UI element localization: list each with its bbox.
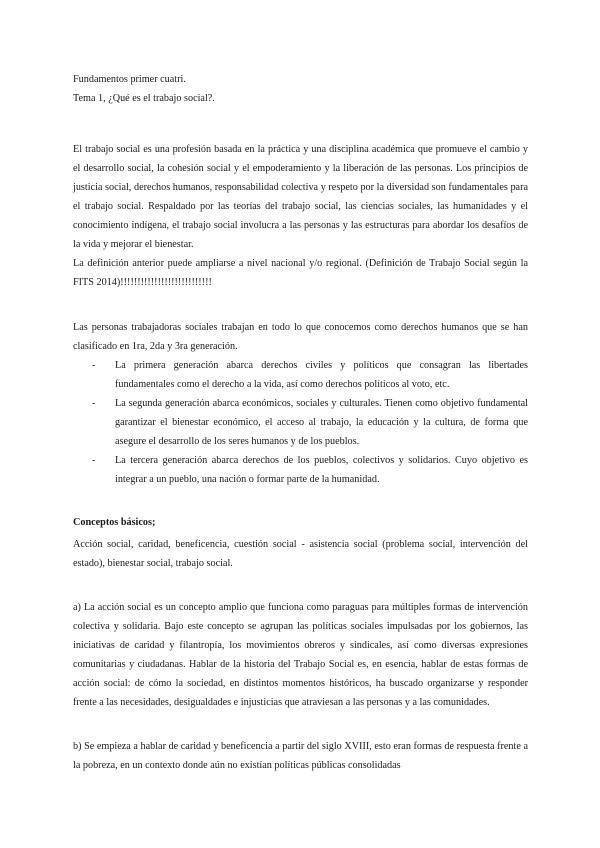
rights-intro: Las personas trabajadoras sociales trabajan en todo lo que conocemos como derechos humanos que se han clasificado en 1ra, 2da y 3ra generación. [73, 322, 528, 352]
document-page [73, 70, 528, 775]
list-item [92, 451, 528, 489]
concepts-list: Acción social, caridad, beneficencia, cuestión social - asistencia social (problema social, intervención del estado), bienestar social, trabajo social. [73, 539, 528, 569]
concepts-heading: Conceptos básicos; [73, 517, 156, 528]
bullet-marker: - [92, 398, 96, 409]
spacer [73, 108, 528, 128]
list-item-text: La segunda generación abarca económicos, sociales y culturales. Tienen como objetivo fundamental garantizar el bienestar económico, el acceso al trabajo, la educación y la cultura, de forma que asegure el desarrollo de los seres humanos y de los pueblos. [115, 398, 528, 447]
definition-paragraph: El trabajo social es una profesión basada en la práctica y una disciplina académica que promueve el cambio y el desarrollo social, la cohesión social y el empoderamiento y la liberación de las personas. Los principios de justicia social, derechos humanos, responsabilidad colectiva y respeto por la diversidad son fundamentales para el trabajo social. Respaldado por las teorías del trabajo social, las ciencias sociales, las humanidades y el conocimiento indígena, el trabajo social involucra a las personas y las estructuras para abordar los desafíos de la vida y mejorar el bienestar. [73, 144, 528, 250]
list-item [92, 356, 528, 394]
spacer [73, 573, 528, 592]
section-b-paragraph: b) Se empieza a hablar de caridad y beneficencia a partir del siglo XVIII, esto eran formas de respuesta frente a la pobreza, en un contexto donde aún no existían políticas públicas consolidadas [73, 741, 528, 771]
spacer [73, 489, 528, 508]
bullet-marker: - [92, 360, 96, 371]
bullet-marker: - [92, 455, 96, 466]
spacer [73, 292, 528, 311]
document-title: Tema 1, ¿Qué es el trabajo social?. [73, 93, 215, 104]
section-a-paragraph: a) La acción social es un concepto amplio que funciona como paraguas para múltiples formas de intervención colectiva y solidaria. Bajo este concepto se agrupan las políticas sociales impulsadas por los gobiernos, las iniciativas de caridad y filantropía, los movimientos obreros y sindicales, así como diversas expresiones comunitarias y ciudadanas. Hablar de la historia del Trabajo Social es, en esencia, hablar de estas formas de acción social: de cómo la sociedad, en distintos momentos históricos, ha buscado organizarse y responder frente a las necesidades, desigualdades e injusticias que atraviesan a las personas y a las comunidades. [73, 602, 528, 708]
list-item-text: La primera generación abarca derechos civiles y políticos que consagran las libertades fundamentales como el derecho a la vida, así como derechos políticos al voto, etc. [115, 360, 528, 390]
list-item-text: La tercera generación abarca derechos de los pueblos, colectivos y solidarios. Cuyo objetivo es integrar a un pueblo, una nación o formar parte de la humanidad. [115, 455, 528, 485]
rights-list [73, 356, 528, 489]
document-subtitle: Fundamentos primer cuatri. [73, 74, 186, 85]
definition-note: La definición anterior puede ampliarse a nivel nacional y/o regional. (Definición de Trabajo Social según la FITS 2014)!!!!!!!!!!!!!!!!!!!!!!!!!!! [73, 258, 528, 288]
spacer [73, 712, 528, 731]
list-item [92, 394, 528, 451]
